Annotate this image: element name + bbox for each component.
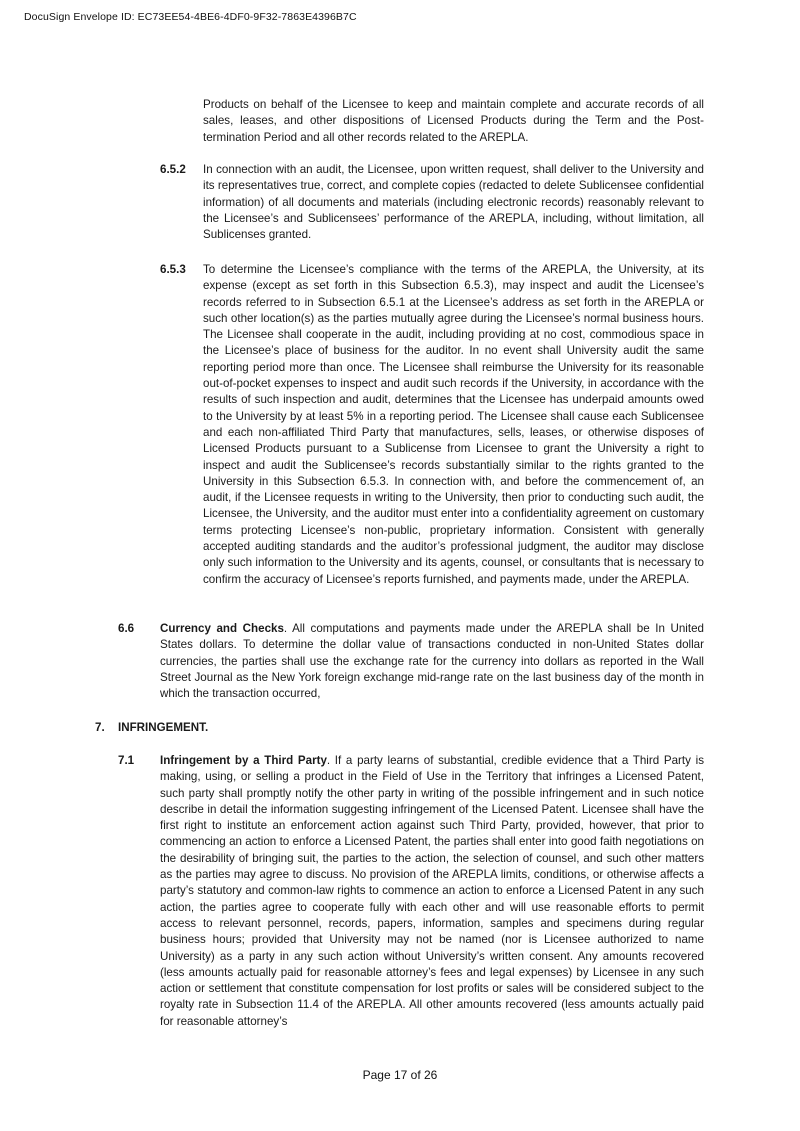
- section-6-6: [160, 621, 704, 702]
- section-7-1: [160, 753, 704, 1030]
- section-heading-infringement: INFRINGEMENT.: [118, 721, 209, 734]
- section-text: Products on behalf of the Licensee to keep and maintain complete and accurate records of all sales, leases, and other dispositions of Licensed Products during the Term and the Post-termination Period and all other records related to the AREPLA.: [203, 98, 704, 144]
- section-number-6-5-2: 6.5.2: [160, 163, 186, 176]
- section-text: [160, 621, 704, 702]
- section-6-5-3: [203, 262, 704, 588]
- page-number: Page 17 of 26: [362, 1068, 438, 1082]
- docusign-envelope-id: DocuSign Envelope ID: EC73EE54-4BE6-4DF0-9F32-7863E4396B7C: [24, 11, 357, 23]
- section-number-7: 7.: [95, 721, 105, 734]
- section-body: . All computations and payments made under the AREPLA shall be In United States dollars. To determine the dollar value of transactions conducted in non-United States dollar currencies, the parties shall use the exchange rate for the currency into dollars as reported in the Wall Street Journal as the New York foreign exchange mid-range rate on the last business day of the month in which the transaction occurred,: [160, 622, 704, 701]
- section-text: [160, 753, 704, 1030]
- section-number-6-5-3: 6.5.3: [160, 263, 186, 276]
- section-text: In connection with an audit, the Licensee, upon written request, shall deliver to the University and its representatives true, correct, and complete copies (redacted to delete Sublicensee confidential information) of all documents and materials (including electronic records) reasonably relevant to the Licensee’s and Sublicensees’ performance of the AREPLA, including, without limitation, all Sublicenses granted.: [203, 163, 704, 242]
- section-6-5-2: [203, 162, 704, 243]
- section-number-6-6: 6.6: [118, 622, 135, 635]
- section-heading: Infringement by a Third Party: [160, 754, 327, 767]
- section-heading: Currency and Checks: [160, 622, 284, 635]
- section-body: . If a party learns of substantial, credible evidence that a Third Party is making, using, or selling a product in the Field of Use in the Territory that infringes a Licensed Patent, such party shall promptly notify the other party in writing of the possible infringement and in such notice describe in detail the information suggesting infringement of the Licensed Patent. Licensee shall have the first right to institute an enforcement action against such Third Party, provided, however, that prior to commencing an action to enforce a Licensed Patent, the parties shall enter into good faith negotiations on the desirability of bringing suit, the parties to the action, the selection of counsel, and such other matters as the parties may agree to discuss. No provision of the AREPLA limits, conditions, or otherwise affects a party’s statutory and common-law rights to commence an action to enforce a Licensed Patent in any such action, the parties agree to cooperate fully with each other and will use reasonable efforts to permit access to relevant personnel, records, papers, information, samples and specimens during regular business hours; provided that University may not be named (nor is Licensee authorized to name University) as a party in any such action without University’s written consent. Any amounts recovered (less amounts actually paid for reasonable attorney’s fees and legal expenses) by Licensee in any such action or settlement that constitute compensation for lost profits or sales will be considered subject to the royalty rate in Subsection 11.4 of the AREPLA. All other amounts recovered (less amounts actually paid for reasonable attorney’s: [160, 754, 704, 1028]
- section-6-5-1-continuation: [203, 97, 704, 146]
- section-text: To determine the Licensee’s compliance with the terms of the AREPLA, the University, at its expense (except as set forth in this Subsection 6.5.3), may inspect and audit the Licensee’s records referred to in Subsection 6.5.1 at the Licensee’s address as set forth in the AREPLA or such other location(s) as the parties mutually agree during the Licensee’s normal business hours. The Licensee shall cooperate in the audit, including providing at no cost, commodious space in the Licensee’s place of business for the auditor. In no event shall University audit the same reporting period more than once. The Licensee shall reimburse the University for its reasonable out-of-pocket expenses to inspect and audit such records if the University, in accordance with the results of such inspection and audit, determines that the Licensee has underpaid amounts owed to the University by at least 5% in a reporting period. The Licensee shall cause each Sublicensee and each non-affiliated Third Party that manufactures, sells, leases, or otherwise disposes of Licensed Products pursuant to a Sublicense from Licensee to grant the University a right to inspect and audit the Sublicensee’s records substantially similar to the rights granted to the University in this Subsection 6.5.3. In connection with, and before the commencement of, an audit, if the Licensee requests in writing to the University, then prior to conducting such audit, the Licensee, the University, and the auditor must enter into a confidentiality agreement on customary terms protecting Licensee’s non-public, proprietary information. Consistent with generally accepted auditing standards and the auditor’s professional judgment, the auditor may disclose only such information to the University and its agents, counsel, or consultants that is necessary to confirm the accuracy of Licensee’s reports furnished, and payments made, under the AREPLA.: [203, 263, 704, 586]
- section-number-7-1: 7.1: [118, 754, 135, 767]
